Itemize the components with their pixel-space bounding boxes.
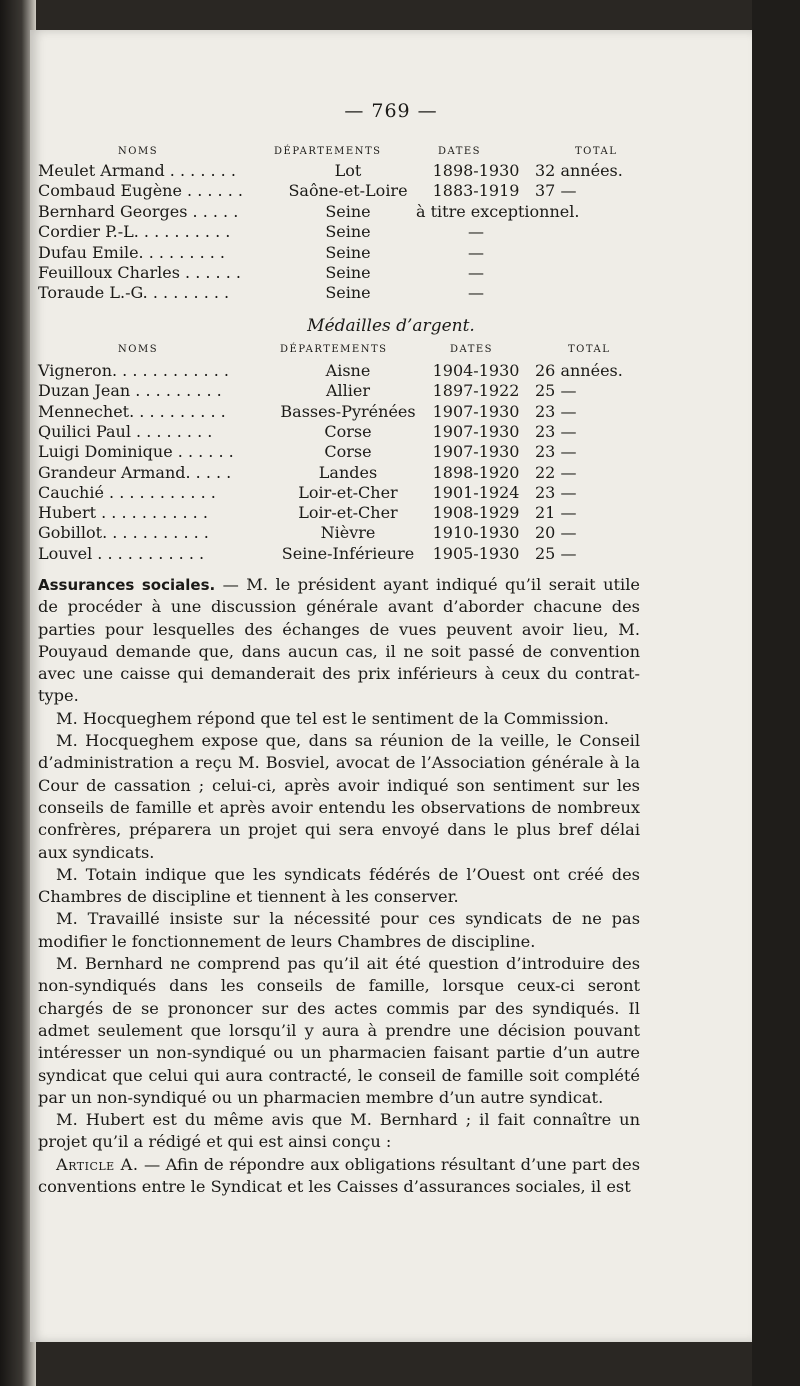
paragraph: M. Travaillé insiste sur la nécessité pour ces syndicats de ne pas modifier le fonctionnement de leurs Chambres de discipline.: [38, 909, 640, 951]
cell-total: 25 —: [535, 543, 577, 563]
table-row: [30, 402, 752, 422]
cell-department: Lot: [334, 161, 362, 180]
cell-total: 32 années.: [535, 161, 623, 180]
cell-department: Landes: [318, 462, 378, 482]
scan-background: [752, 0, 800, 1386]
cell-name: Quilici Paul . . . . . . . .: [38, 421, 213, 441]
cell-dates: —: [468, 222, 484, 242]
document-page: [30, 30, 752, 1342]
cell-name: Dufau Emile. . . . . . . . .: [38, 242, 225, 262]
cell-name: Cauchié . . . . . . . . . . .: [38, 482, 216, 502]
cell-dates: 1910-1930: [432, 523, 520, 543]
cell-department: Loir-et-Cher: [298, 503, 398, 523]
cell-total: 20 —: [535, 523, 577, 543]
cell-total: 37 —: [535, 181, 577, 201]
cell-dates: 1898-1930: [432, 161, 520, 180]
table-row: [30, 381, 752, 401]
cell-total: 26 années.: [535, 361, 623, 380]
cell-total: 23 —: [535, 421, 577, 441]
paragraph: M. Hocqueghem répond que tel est le sentiment de la Commission.: [56, 708, 609, 728]
cell-name: Bernhard Georges . . . . .: [38, 201, 239, 221]
cell-name: Combaud Eugène . . . . . .: [38, 181, 243, 201]
cell-dates: 1901-1924: [432, 482, 520, 502]
table-row: [30, 202, 752, 222]
cell-total: 23 —: [535, 482, 577, 502]
page-number: — 769 —: [344, 100, 438, 122]
cell-name: Meulet Armand . . . . . . .: [38, 161, 236, 180]
paragraph: M. Bernhard ne comprend pas qu’il ait été question d’introduire des non-syndiqués dans les conseils de famille, lorsque ceux-ci seront chargés de se prononcer sur des actes commis par des syndiqués. Il admet seulement que lorsqu’il y aura à prendre une décision pouvant intéresser un non-syndiqué ou un pharmacien faisant partie d’un autre syndicat que celui qui aura contracté, le conseil de famille soit complété par un non-syndiqué ou un pharmacien membre d’un autre syndicat.: [38, 954, 640, 1107]
table-row: [30, 422, 752, 442]
table-row: [30, 361, 752, 381]
cell-dates: à titre exceptionnel.: [416, 201, 580, 221]
paragraph: M. Totain indique que les syndicats fédérés de l’Ouest ont créé des Chambres de discipline et tiennent à les conserver.: [38, 864, 640, 907]
cell-department: Nièvre: [320, 523, 376, 543]
header-dates: DATES: [438, 146, 482, 157]
cell-department: Allier: [325, 381, 371, 401]
cell-dates: 1905-1930: [432, 543, 520, 563]
cell-name: Grandeur Armand. . . . .: [38, 462, 232, 482]
cell-dates: 1907-1930: [432, 442, 520, 462]
body-text: [38, 574, 640, 1198]
cell-name: Feuilloux Charles . . . . . .: [38, 263, 241, 282]
paragraph-text: — Afin de répondre aux obligations résultant d’une part des conventions entre le Syndicat et les Caisses d’assurances sociales, il est: [38, 1154, 640, 1197]
cell-dates: 1908-1929: [432, 503, 520, 523]
cell-dates: 1907-1930: [432, 401, 520, 421]
cell-department: Seine: [325, 242, 371, 262]
cell-department: Corse: [324, 442, 372, 462]
cell-dates: 1907-1930: [432, 421, 520, 441]
cell-dates: —: [468, 283, 484, 303]
header-departements: DÉPARTEMENTS: [274, 146, 382, 157]
table-row: [30, 463, 752, 483]
cell-department: Seine: [325, 222, 371, 242]
cell-department: Loir-et-Cher: [298, 482, 398, 502]
cell-name: Vigneron. . . . . . . . . . . .: [38, 361, 229, 380]
table-row: [30, 442, 752, 462]
cell-dates: 1897-1922: [432, 381, 520, 401]
table-row: [30, 222, 752, 242]
paragraph-lead: Assurances sociales.: [38, 576, 216, 594]
article-label: Article A.: [56, 1154, 139, 1174]
table-row: [30, 263, 752, 283]
cell-total: 25 —: [535, 381, 577, 401]
cell-total: 21 —: [535, 503, 577, 523]
paragraph: [38, 574, 640, 708]
cell-total: 22 —: [535, 462, 577, 482]
table-row: [30, 523, 752, 543]
cell-dates: —: [468, 242, 484, 262]
header-noms: NOMS: [118, 146, 159, 157]
cell-dates: —: [468, 263, 484, 282]
header-total: TOTAL: [575, 146, 618, 157]
table-row: [30, 161, 752, 181]
cell-dates: 1898-1920: [432, 462, 520, 482]
cell-dates: 1904-1930: [432, 361, 520, 380]
header-dates: DATES: [450, 344, 494, 355]
cell-department: Seine-Inférieure: [281, 543, 415, 563]
cell-name: Toraude L.-G. . . . . . . . .: [38, 283, 230, 303]
cell-dates: 1883-1919: [432, 181, 520, 201]
cell-name: Hubert . . . . . . . . . . .: [38, 503, 208, 523]
header-total: TOTAL: [568, 344, 611, 355]
cell-department: Saône-et-Loire: [288, 181, 408, 201]
table-row: [30, 181, 752, 201]
table-row: [30, 503, 752, 523]
paragraph: M. Hubert est du même avis que M. Bernhard ; il fait connaître un projet qu’il a rédigé et qui est ainsi conçu :: [38, 1110, 640, 1152]
paragraph: [38, 1154, 640, 1199]
cell-name: Duzan Jean . . . . . . . . .: [38, 381, 222, 401]
paragraph-text: — M. le président ayant indiqué qu’il serait utile de procéder à une discussion générale avant d’aborder chacune des parties pour lesquelles des échanges de vues peuvent avoir lieu, M. Pouyaud demande que, dans aucun cas, il ne soit passé de convention avec une caisse qui demanderait des prix inférieurs à ceux du contrat-type.: [38, 575, 640, 706]
cell-name: Cordier P.-L. . . . . . . . . .: [38, 222, 231, 242]
paragraph: M. Hocqueghem expose que, dans sa réunion de la veille, le Conseil d’administration a reçu M. Bosviel, avocat de l’Association générale à la Cour de cassation ; celui-ci, après avoir indiqué son sentiment sur les conseils de famille et après avoir entendu les observations de nombreux confrères, préparera un projet qui sera envoyé dans le plus bref délai aux syndicats.: [38, 731, 640, 862]
header-departements: DÉPARTEMENTS: [280, 344, 388, 355]
cell-total: 23 —: [535, 442, 577, 462]
header-noms: NOMS: [118, 344, 159, 355]
cell-name: Louvel . . . . . . . . . . .: [38, 543, 205, 563]
cell-department: Aisne: [325, 361, 371, 380]
cell-department: Seine: [325, 201, 371, 221]
table-row: [30, 544, 752, 564]
table-row: [30, 243, 752, 263]
table-row: [30, 283, 752, 303]
cell-name: Gobillot. . . . . . . . . . .: [38, 523, 209, 543]
table-row: [30, 483, 752, 503]
cell-department: Seine: [325, 283, 371, 303]
cell-department: Seine: [325, 263, 371, 282]
cell-total: 23 —: [535, 401, 577, 421]
cell-name: Mennechet. . . . . . . . . .: [38, 401, 226, 421]
cell-name: Luigi Dominique . . . . . .: [38, 442, 234, 462]
cell-department: Basses-Pyrénées: [280, 401, 416, 421]
cell-department: Corse: [324, 421, 372, 441]
section-title: Médailles d’argent.: [307, 316, 475, 336]
